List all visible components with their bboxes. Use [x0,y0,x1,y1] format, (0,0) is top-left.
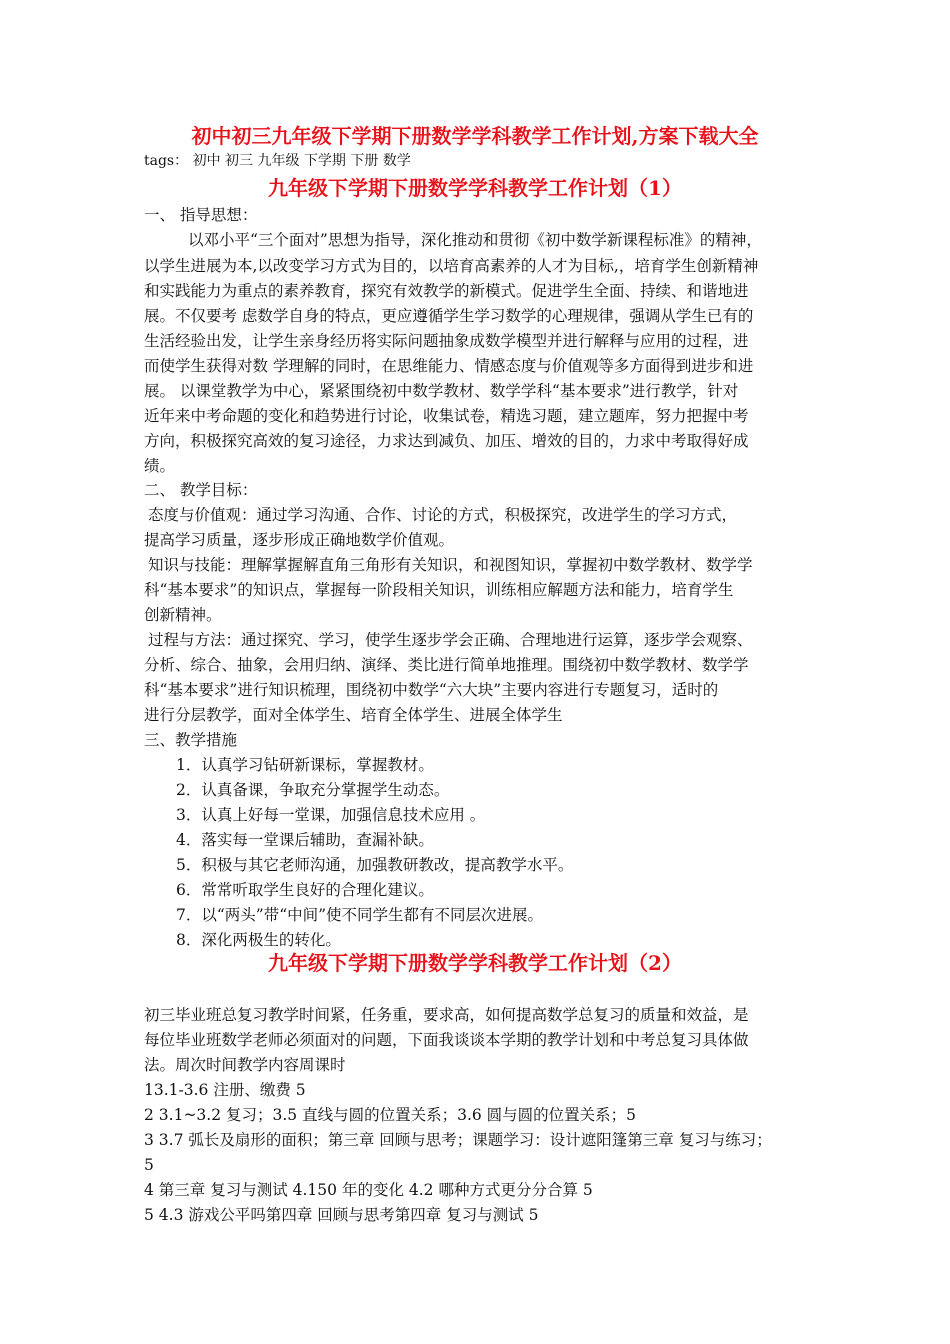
measure-item: 5．积极与其它老师沟通，加强教研教改，提高教学水平。 [176,856,574,874]
paragraph-line: 生活经验出发，让学生亲身经历将实际问题抽象成数学模型并进行解释与应用的过程，进 [144,332,749,350]
goal-knowledge-line: 科“基本要求”的知识点，掌握每一阶段相关知识，训练相应解题方法和能力，培育学生 [144,581,734,599]
paragraph-line: 而使学生获得对数 学理解的同时，在思维能力、情感态度与价值观等多方面得到进步和进 [144,357,754,375]
section3-heading: 三、教学措施 [144,731,238,749]
goal-process-line: 分析、综合、抽象，会用归纳、演绎、类比进行简单地推理。围绕初中数学教材、数学学 [144,656,749,674]
plan1-title: 九年级下学期下册数学学科教学工作计划（1） [268,176,682,200]
measure-item: 7．以“两头”带“中间”使不同学生都有不同层次进展。 [176,906,544,924]
schedule-line: 3 3.7 弧长及扇形的面积；第三章 回顾与思考；课题学习：设计遮阳篷第三章 复习与练习； [144,1131,772,1149]
measure-item: 1．认真学习钻研新课标，掌握教材。 [176,756,434,774]
measure-item: 3．认真上好每一堂课，加强信息技术应用 。 [176,806,486,824]
plan2-title: 九年级下学期下册数学学科教学工作计划（2） [268,951,682,975]
schedule-line: 13.1-3.6 注册、缴费 5 [144,1081,306,1099]
plan2-paragraph-line: 每位毕业班数学老师必须面对的问题，下面我谈谈本学期的教学计划和中考总复习具体做 [144,1031,749,1049]
paragraph-line: 以邓小平“三个面对”思想为指导，深化推动和贯彻《初中数学新课程标准》的精神， [188,231,762,249]
plan2-paragraph-line: 法。周次时间教学内容周课时 [144,1056,346,1074]
goal-process-line: 过程与方法：通过探究、学习，使学生逐步学会正确、合理地进行运算，逐步学会观察、 [148,631,753,649]
measure-item: 6．常常听取学生良好的合理化建议。 [176,881,434,899]
goal-process-line: 科“基本要求”进行知识梳理，围绕初中数学“六大块”主要内容进行专题复习，适时的 [144,681,719,699]
paragraph-line: 近年来中考命题的变化和趋势进行讨论，收集试卷，精选习题，建立题库，努力把握中考 [144,407,749,425]
schedule-line: 2 3.1~3.2 复习；3.5 直线与圆的位置关系；3.6 圆与圆的位置关系；5 [144,1106,637,1124]
goal-attitude-line: 提高学习质量，逐步形成正确地数学价值观。 [144,531,455,549]
paragraph-line: 以学生进展为本,以改变学习方式为目的，以培育高素养的人才为目标,，培育学生创新精神 [144,257,759,275]
measure-item: 2．认真备课，争取充分掌握学生动态。 [176,781,450,799]
plan2-paragraph-line: 初三毕业班总复习教学时间紧，任务重，要求高，如何提高数学总复习的质量和效益，是 [144,1006,749,1024]
tags-line: tags： 初中 初三 九年级 下学期 下册 数学 [144,153,411,169]
schedule-line: 4 第三章 复习与测试 4.150 年的变化 4.2 哪种方式更分分合算 5 [144,1181,593,1199]
paragraph-line: 绩。 [144,457,176,475]
paragraph-line: 展。 以课堂教学为中心，紧紧围绕初中数学教材、数学学科“基本要求”进行教学，针对 [144,382,739,400]
paragraph-line: 方向，积极探究高效的复习途径，力求达到减负、加压、增效的目的，力求中考取得好成 [144,432,749,450]
paragraph-line: 和实践能力为重点的素养教育，探究有效教学的新模式。促进学生全面、持续、和谐地进 [144,282,749,300]
schedule-line: 5 4.3 游戏公平吗第四章 回顾与思考第四章 复习与测试 5 [144,1206,539,1224]
goal-knowledge-line: 知识与技能：理解掌握解直角三角形有关知识，和视图知识，掌握初中数学教材、数学学 [148,556,753,574]
schedule-line: 5 [144,1156,154,1174]
section2-heading: 二、 教学目标： [144,481,258,499]
measure-item: 8．深化两极生的转化。 [176,931,341,949]
goal-attitude-line: 态度与价值观：通过学习沟通、合作、讨论的方式，积极探究，改进学生的学习方式， [148,506,738,524]
section1-heading: 一、 指导思想： [144,206,258,224]
paragraph-line: 展。不仅要考 虑数学自身的特点，更应遵循学生学习数学的心理规律，强调从学生已有的 [144,307,754,325]
document-title: 初中初三九年级下学期下册数学学科教学工作计划,方案下载大全 [191,124,759,148]
measure-item: 4．落实每一堂课后辅助，查漏补缺。 [176,831,434,849]
goal-knowledge-line: 创新精神。 [144,606,222,624]
goal-process-line: 进行分层教学，面对全体学生、培育全体学生、进展全体学生 [144,706,563,724]
